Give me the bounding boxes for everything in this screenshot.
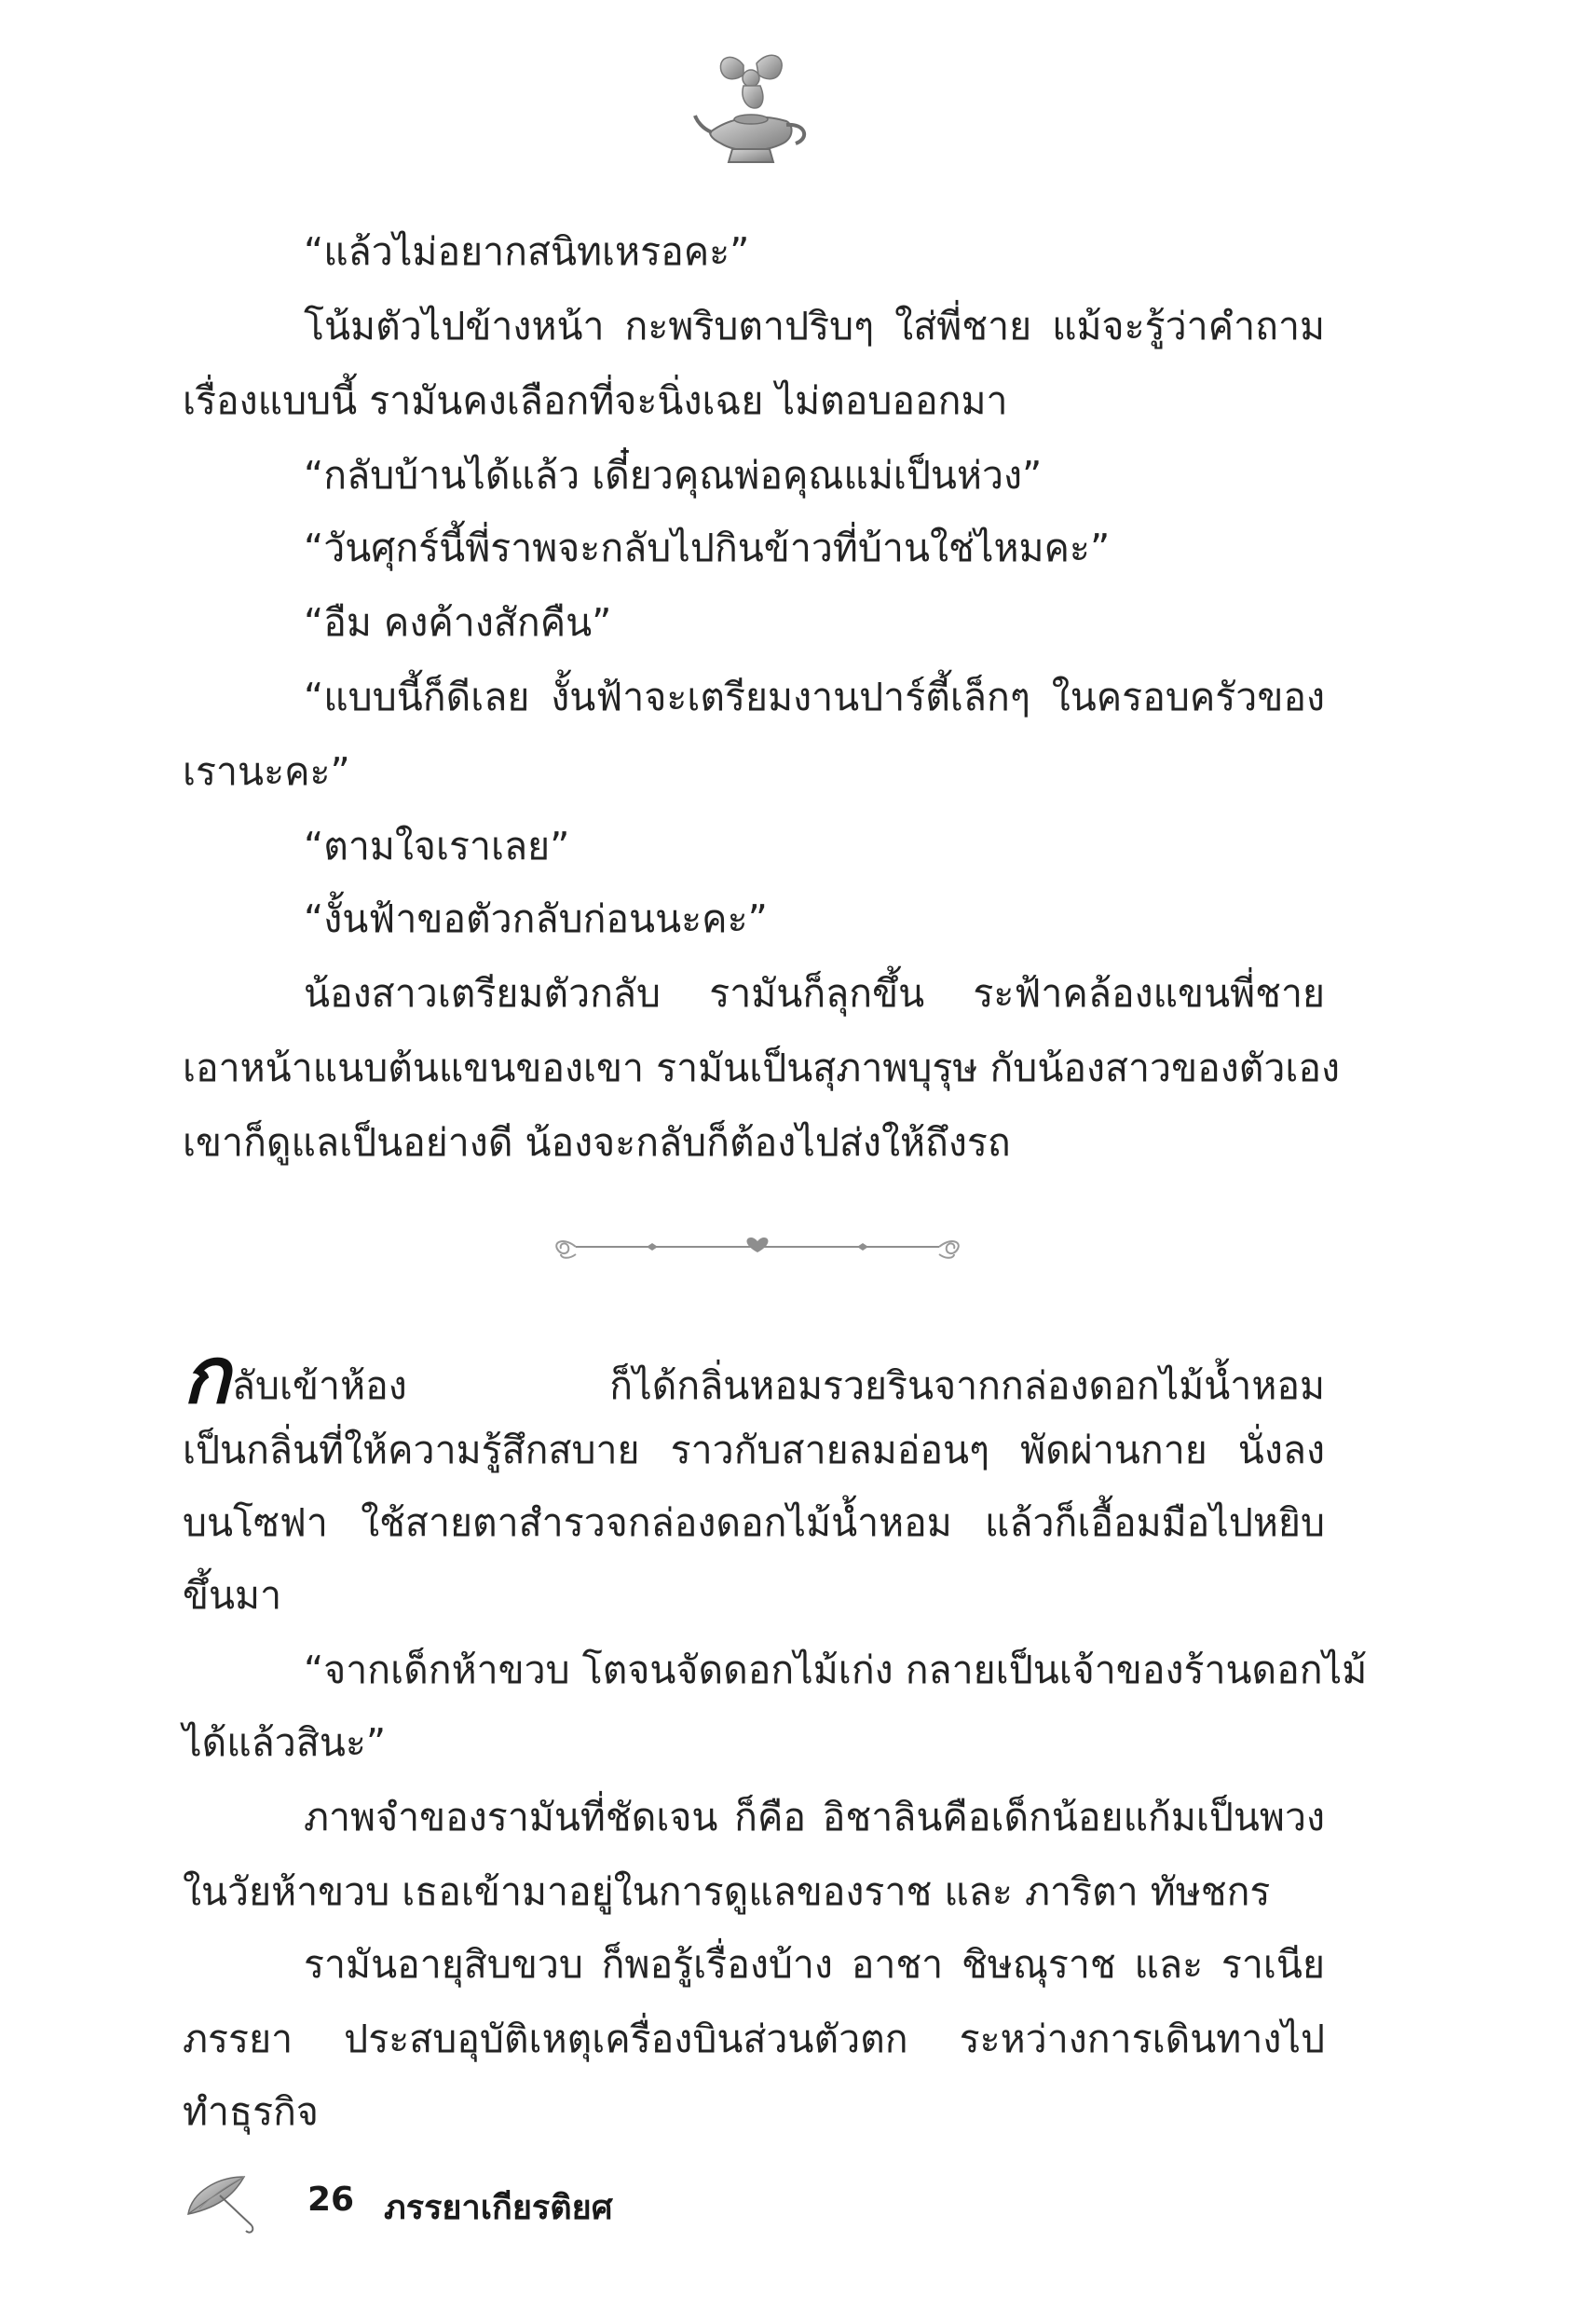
paragraph-line: เรานะคะ” (183, 749, 350, 794)
paragraph-line: ทำธุรกิจ (183, 2089, 319, 2134)
paragraph-line: “แล้วไม่อยากสนิทเหรอคะ” (304, 229, 750, 274)
drop-cap: ก (183, 1330, 230, 1421)
paragraph-line: น้องสาวเตรียมตัวกลับ รามันก็ลุกขึ้น ระฟ้าคล้องแขนพี่ชาย (304, 971, 1325, 1016)
umbrella-icon (183, 2171, 261, 2236)
paragraph-line: เป็นกลิ่นที่ให้ความรู้สึกสบาย ราวกับสายลมอ่อนๆ พัดผ่านกาย นั่งลง (183, 1428, 1325, 1472)
book-title: ภรรยาเกียรติยศ (384, 2189, 613, 2227)
paragraph-line: โน้มตัวไปข้างหน้า กะพริบตาปริบๆ ใส่พี่ชาย แม้จะรู้ว่าคำถาม (304, 304, 1325, 349)
first-line-rest: ลับเข้าห้อง ก็ได้กลิ่นหอมรวยรินจากกล่องดอกไม้น้ำหอม (231, 1363, 1325, 1408)
cupid-teapot-ornament-icon (689, 47, 820, 177)
paragraph-line: ภาพจำของรามันที่ชัดเจน ก็คือ อิชาลินคือเด็กน้อยแก้มเป็นพวง (304, 1795, 1325, 1839)
paragraph-line: “ตามใจเราเลย” (304, 824, 570, 868)
paragraph-line: เอาหน้าแนบต้นแขนของเขา รามันเป็นสุภาพบุรุษ กับน้องสาวของตัวเอง (183, 1046, 1341, 1090)
paragraph-line: “งั้นฟ้าขอตัวกลับก่อนนะคะ” (304, 896, 768, 941)
paragraph-line: “แบบนี้ก็ดีเลย งั้นฟ้าจะเตรียมงานปาร์ตี้เล็กๆ ในครอบครัวของ (304, 675, 1325, 719)
paragraph-line: “จากเด็กห้าขวบ โตจนจัดดอกไม้เก่ง กลายเป็นเจ้าของร้านดอกไม้ (304, 1648, 1368, 1692)
paragraph-line: เรื่องแบบนี้ รามันคงเลือกที่จะนิ่งเฉย ไม่ตอบออกมา (183, 378, 1008, 423)
scroll-heart-divider-icon (548, 1228, 967, 1265)
page-number: 26 (307, 2181, 355, 2219)
paragraph-line: บนโซฟา ใช้สายตาสำรวจกล่องดอกไม้น้ำหอม แล้วก็เอื้อมมือไปหยิบ (183, 1500, 1325, 1545)
page-footer (183, 2171, 835, 2236)
paragraph-line: ขึ้นมา (183, 1573, 282, 1618)
paragraph-line: “อืม คงค้างสักคืน” (304, 600, 612, 645)
paragraph-line: เขาก็ดูแลเป็นอย่างดี น้องจะกลับก็ต้องไปส่งให้ถึงรถ (183, 1120, 1011, 1165)
paragraph-line: “วันศุกร์นี้พี่ราพจะกลับไปกินข้าวที่บ้านใช่ไหมคะ” (304, 526, 1111, 570)
paragraph-line: ได้แล้วสินะ” (183, 1720, 387, 1765)
paragraph-line: ภรรยา ประสบอุบัติเหตุเครื่องบินส่วนตัวตก ระหว่างการเดินทางไป (183, 2017, 1325, 2061)
paragraph-line: รามันอายุสิบขวบ ก็พอรู้เรื่องบ้าง อาชา ชิษณุราช และ ราเนีย (304, 1942, 1325, 1987)
paragraph-line: “กลับบ้านได้แล้ว เดี๋ยวคุณพ่อคุณแม่เป็นห่วง” (304, 453, 1043, 498)
paragraph-line: ในวัยห้าขวบ เธอเข้ามาอยู่ในการดูแลของราช และ ภาริตา ทัษชกร (183, 1869, 1271, 1914)
paragraph-first-line (183, 1330, 1325, 1421)
